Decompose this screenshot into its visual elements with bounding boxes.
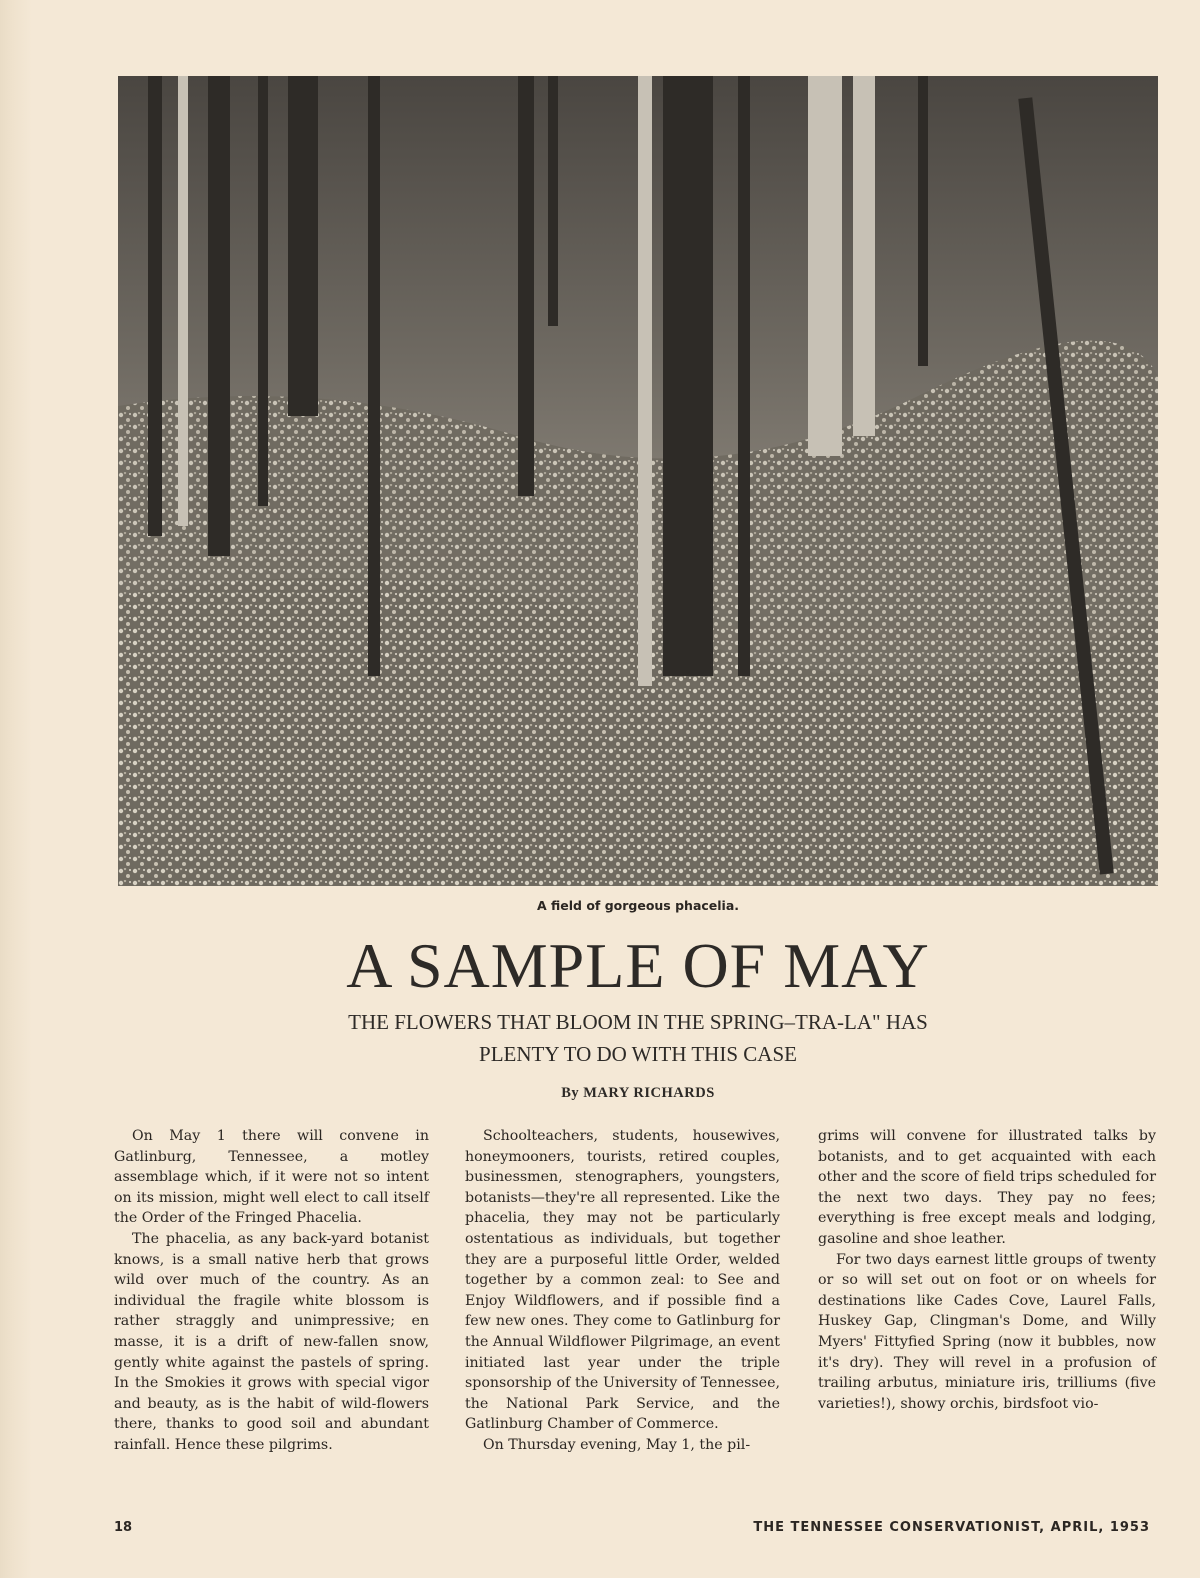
paragraph: grims will convene for illustrated talks by botanists, and to get acquainted with each other and the score of field trips scheduled for the next two days. They pay no fees; everything is free except meals and lodging, gasoline and shoe leather. [818, 1128, 1156, 1247]
paragraph: For two days earnest little groups of twenty or so will set out on foot or on wheels for destinations like Cades Cove, Laurel Falls, Huskey Gap, Clingman's Dome, and Willy Myers' Fittyfied Spring (now it bubbles, now it's dry). They will revel in a profusion of trailing arbutus, miniature iris, trilliums (five varieties!), showy orchis, birdsfoot vio- [818, 1251, 1156, 1412]
paragraph: The phacelia, as any back-yard botanist knows, is a small native herb that grows wild over much of the country. As an individual the fragile white blossom is rather straggly and unimpressive; en masse, it is a drift of new-fallen snow, gently white against the pastels of spring. In the Smokies it grows with special vigor and beauty, as is the habit of wild-flowers there, thanks to good soil and abundant rainfall. Hence these pilgrims. [114, 1230, 429, 1453]
article-subtitle-line-2: PLENTY TO DO WITH THIS CASE [479, 1042, 797, 1066]
article-subtitle-line-1: THE FLOWERS THAT BLOOM IN THE SPRING–TRA-LA" HAS [348, 1010, 928, 1034]
publication-footer: THE TENNESSEE CONSERVATIONIST, APRIL, 1953 [753, 1520, 1150, 1535]
page-binding-edge [0, 0, 32, 1578]
paragraph: On Thursday evening, May 1, the pil- [483, 1436, 751, 1453]
paragraph: Schoolteachers, students, housewives, honeymooners, tourists, retired couples, businessmen, stenographers, youngsters, botanists—they're all represented. Like the phacelia, they may not be particularly ostentatious as individuals, but together they are a purposeful little Order, welded together by a common zeal: to See and Enjoy Wildflowers, and if possible find a few new ones. They come to Gatlinburg for the Annual Wildflower Pilgrimage, an event initiated last year under the triple sponsorship of the University of Tennessee, the National Park Service, and the Gatlinburg Chamber of Commerce. [465, 1128, 780, 1433]
article-column-3 [818, 1126, 1156, 1414]
byline: By MARY RICHARDS [561, 1085, 715, 1101]
page-number: 18 [114, 1520, 133, 1535]
article-title: A SAMPLE OF MAY [346, 930, 930, 1001]
article-column-1 [114, 1126, 429, 1456]
article-column-2 [465, 1126, 780, 1456]
forest-photo [118, 76, 1158, 886]
paragraph: On May 1 there will convene in Gatlinburg, Tennessee, a motley assemblage which, if it were not so intent on its mission, might well elect to call itself the Order of the Fringed Phacelia. [114, 1128, 429, 1227]
photo-caption: A field of gorgeous phacelia. [536, 898, 740, 913]
